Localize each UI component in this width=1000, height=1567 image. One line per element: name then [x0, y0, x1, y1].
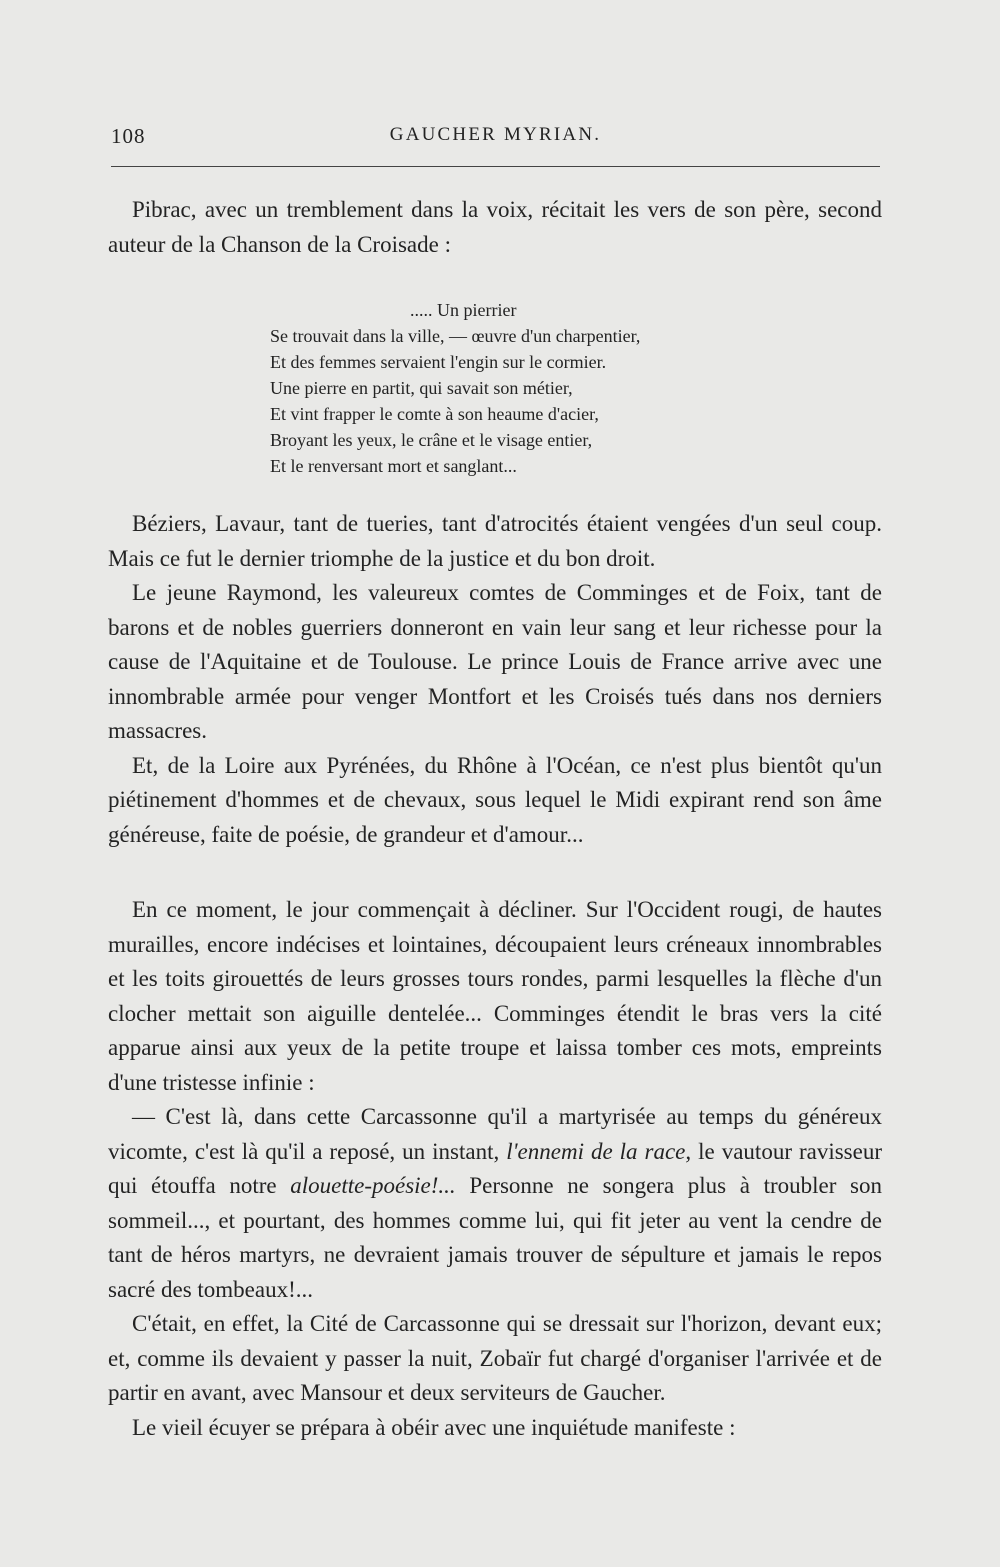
page-number: 108 — [111, 124, 146, 148]
italic-phrase: alouette-poésie!... — [290, 1173, 456, 1198]
verse-line: Une pierre en partit, qui savait son métier, — [270, 378, 573, 398]
paragraph: C'était, en effet, la Cité de Carcassonne qui se dressait sur l'horizon, devant eux; et, comme ils devaient y passer la nuit, Zobaïr fut chargé d'organiser l'arrivée et de partir en avant, avec Mansour et deux serviteurs de Gaucher. — [108, 1311, 882, 1405]
verse-line: Se trouvait dans la ville, — œuvre d'un charpentier, — [270, 326, 641, 346]
page-header — [111, 124, 880, 154]
section-one — [108, 507, 882, 852]
intro-paragraph: Pibrac, avec un tremblement dans la voix, récitait les vers de son père, second auteur de la Chanson de la Croisade : — [108, 197, 882, 257]
verse-line: Et vint frapper le comte à son heaume d'acier, — [270, 404, 599, 424]
intro-block — [108, 193, 882, 262]
italic-phrase: l'ennemi de la race, — [506, 1138, 692, 1164]
paragraph: Et, de la Loire aux Pyrénées, du Rhône à l'Océan, ce n'est plus bientôt qu'un piétinement d'hommes et de chevaux, sous lequel le Midi expirant rend son âme généreuse, faite de poésie, de grandeur et d'amour... — [108, 752, 882, 847]
running-title: GAUCHER MYRIAN. — [389, 124, 602, 145]
paragraph: Le vieil écuyer se prépara à obéir avec une inquiétude manifeste : — [132, 1414, 736, 1440]
verse-line: Et des femmes servaient l'engin sur le cormier. — [270, 352, 607, 372]
verse-line: ..... Un pierrier — [410, 300, 517, 320]
dialogue-text: Personne ne songera plus à troubler son sommeil..., et pourtant, des hommes comme lui, qui fit jeter au vent la cendre de tant de héros martyrs, ne devraient jamais trouver de sépulture et jamais le repos sacré des tombeaux!... — [108, 1173, 882, 1302]
verse-quotation — [270, 297, 830, 479]
section-two — [108, 893, 882, 1445]
verse-line: Et le renversant mort et sanglant... — [270, 456, 517, 476]
dialogue-text: le vautour ravisseur qui étouffa notre — [108, 1138, 882, 1198]
paragraph: En ce moment, le jour commençait à décliner. Sur l'Occident rougi, de hautes murailles, encore indécises et lointaines, découpaient leurs créneaux innombrables et les toits girouettés de leurs grosses tours rondes, parmi lesquelles la flèche d'un clocher mettait son aiguille dentelée... Comminges étendit le bras vers la cité apparue ainsi aux yeux de la petite troupe et laissa tomber ces mots, empreints d'une tristesse infinie : — [108, 897, 882, 1095]
paragraph: Béziers, Lavaur, tant de tueries, tant d'atrocités étaient vengées d'un seul coup. Mais ce fut le dernier triomphe de la justice et du bon droit. — [108, 511, 882, 571]
verse-line: Broyant les yeux, le crâne et le visage entier, — [270, 430, 593, 450]
paragraph: Le jeune Raymond, les valeureux comtes de Comminges et de Foix, tant de barons et de nobles guerriers donneront en vain leur sang et leur richesse pour la cause de l'Aquitaine et de Toulouse. Le prince Louis de France arrive avec une innombrable armée pour venger Montfort et les Croisés tués dans nos derniers massacres. — [108, 580, 882, 743]
dialogue-paragraph — [108, 1100, 882, 1307]
dialogue-text: — C'est là, dans cette Carcassonne qu'il a martyrisée au temps du généreux vicomte, c'est là qu'il a reposé, un instant, — [108, 1104, 882, 1164]
header-rule — [111, 166, 880, 167]
